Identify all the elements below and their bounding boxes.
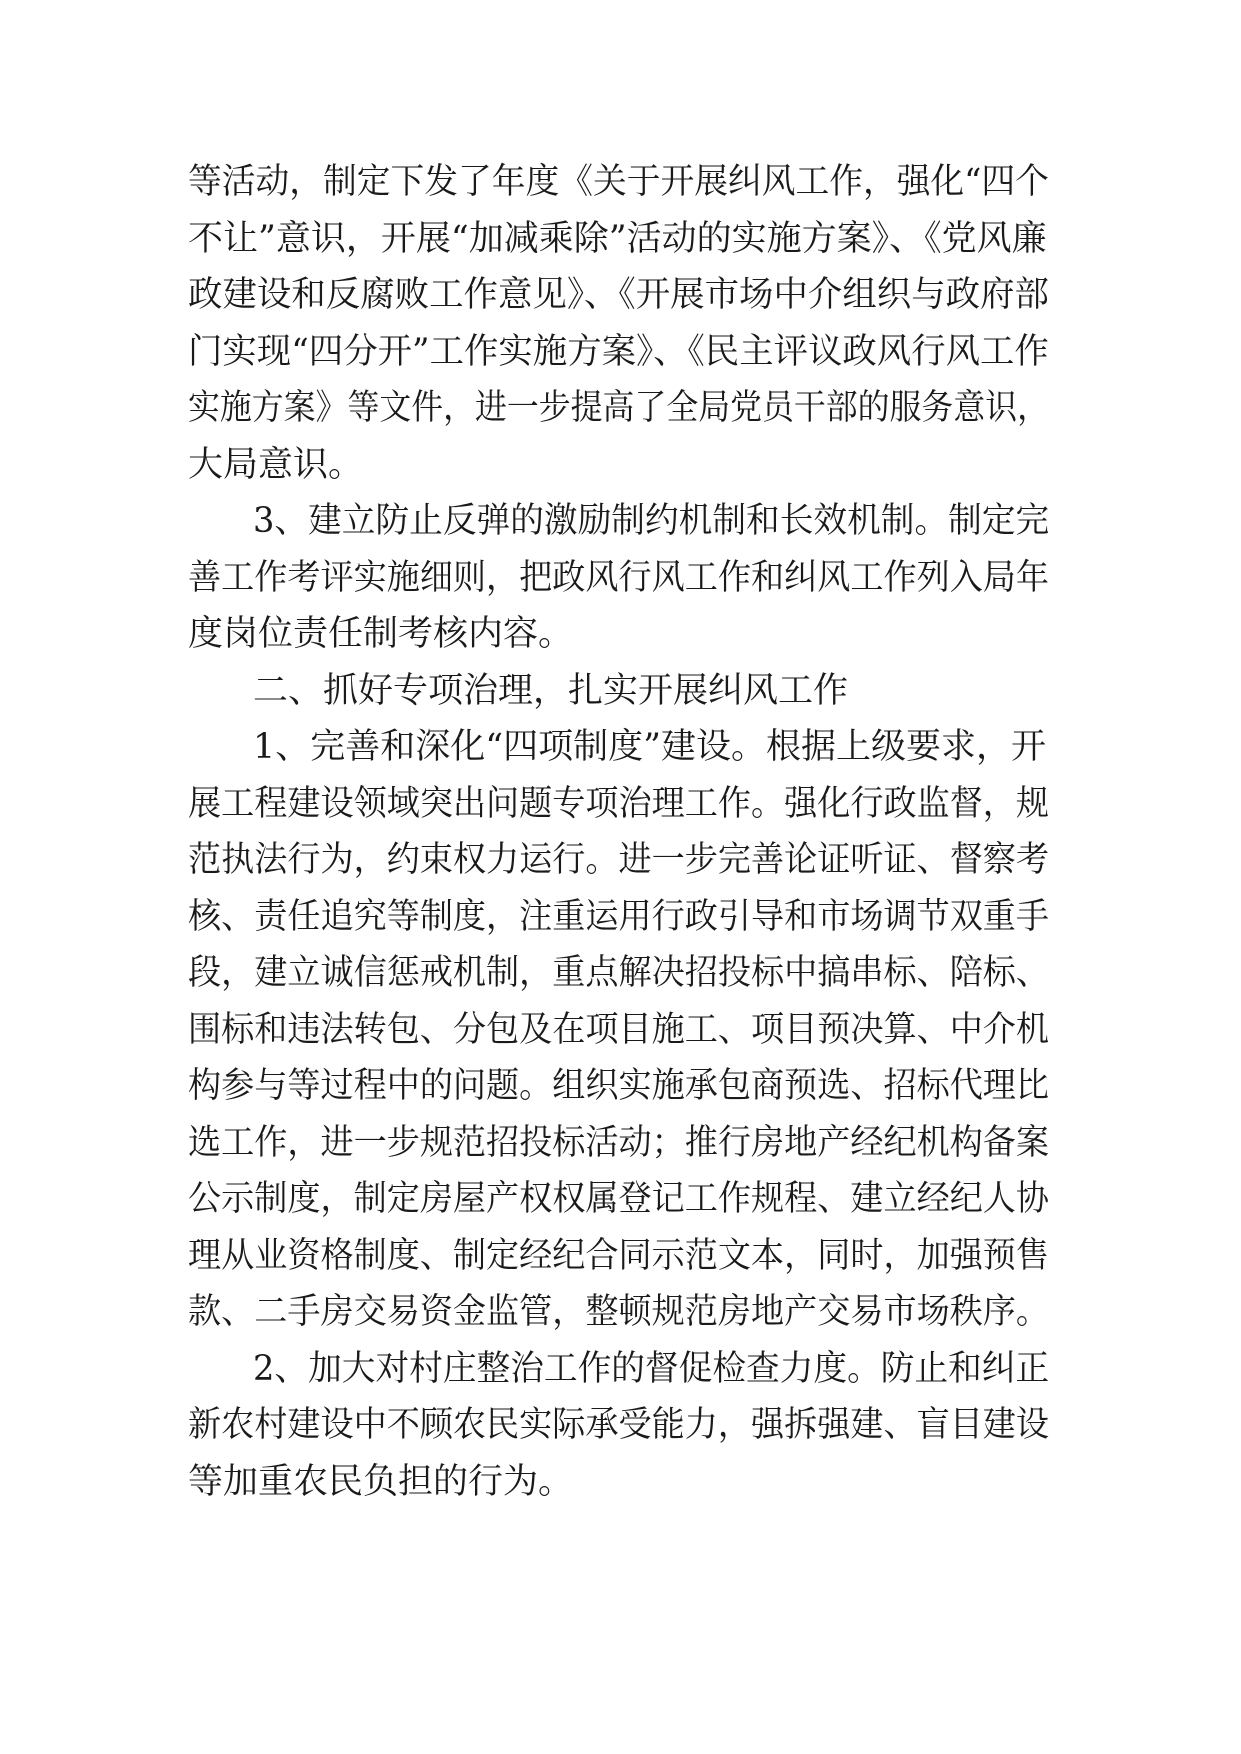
- text-line: 等加重农民负担的行为。: [188, 1462, 574, 1502]
- text-line: 不让”意识，开展“加减乘除”活动的实施方案》、《党风廉: [188, 219, 1047, 259]
- text-line: 理从业资格制度、制定经纪合同示范文本，同时，加强预售: [188, 1236, 1050, 1276]
- text-line: 核、责任追究等制度，注重运用行政引导和市场调节双重手: [188, 897, 1050, 937]
- text-line: 选工作，进一步规范招投标活动；推行房地产经纪机构备案: [188, 1123, 1050, 1163]
- text-line: 围标和违法转包、分包及在项目施工、项目预决算、中介机: [188, 1010, 1050, 1050]
- text-line: 门实现“四分开”工作实施方案》、《民主评议政风行风工作: [188, 332, 1049, 372]
- text-line: 1、完善和深化“四项制度”建设。根据上级要求，开: [253, 727, 1047, 767]
- text-line: 构参与等过程中的问题。组织实施承包商预选、招标代理比: [188, 1066, 1050, 1106]
- section-heading: 二、抓好专项治理，扎实开展纠风工作: [253, 671, 849, 711]
- text-line: 3、建立防止反弹的激励制约机制和长效机制。制定完: [253, 501, 1050, 541]
- text-line: 大局意识。: [188, 445, 364, 485]
- text-line: 实施方案》等文件，进一步提高了全局党员干部的服务意识，: [188, 388, 1050, 428]
- text-line: 善工作考评实施细则，把政风行风工作和纠风工作列入局年: [188, 558, 1050, 598]
- text-line: 段，建立诚信惩戒机制，重点解决招投标中搞串标、陪标、: [188, 953, 1050, 993]
- text-line: 范执法行为，约束权力运行。进一步完善论证听证、督察考: [188, 840, 1050, 880]
- text-line: 新农村建设中不顾农民实际承受能力，强拆强建、盲目建设: [188, 1405, 1050, 1445]
- text-line: 政建设和反腐败工作意见》、《开展市场中介组织与政府部: [188, 275, 1050, 315]
- text-line: 公示制度，制定房屋产权权属登记工作规程、建立经纪人协: [188, 1179, 1050, 1219]
- text-line: 展工程建设领域突出问题专项治理工作。强化行政监督，规: [188, 784, 1050, 824]
- text-line: 款、二手房交易资金监管，整顿规范房地产交易市场秩序。: [188, 1292, 1050, 1332]
- text-line: 等活动，制定下发了年度《关于开展纠风工作，强化“四个: [188, 162, 1049, 202]
- text-line: 度岗位责任制考核内容。: [188, 614, 574, 654]
- text-line: 2、加大对村庄整治工作的督促检查力度。防止和纠正: [253, 1349, 1050, 1389]
